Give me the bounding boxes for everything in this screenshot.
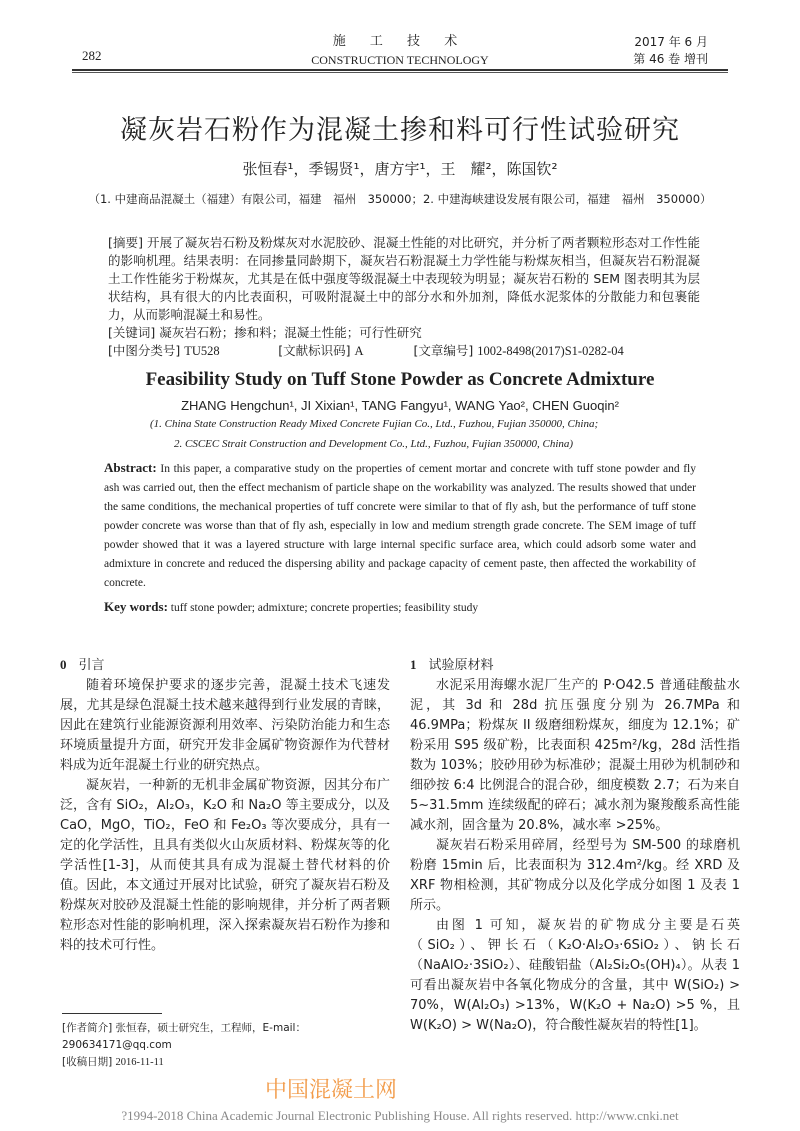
footnote <box>62 1020 392 1071</box>
paragraph: 水泥采用海螺水泥厂生产的 P·O42.5 普通硅酸盐水泥，其 3d 和 28d 抗压强度分别为 26.7MPa 和 46.9MPa；粉煤灰 II 级磨细粉煤灰，细度为 12.1%；矿粉采用 S95 级矿粉，比表面积 425m²/kg，28d 活性指数为 103%；胶砂用砂为标准砂；混凝土用砂为机制砂和细砂按 6:4 比例混合的混合砂，细度模数 2.7；石为来自 5~31.5mm 连续级配的碎石；减水剂为聚羧酸系高性能减水剂，固含量为 20.8%，减水率 >25%。 <box>410 678 740 833</box>
clc-label: [中图分类号] <box>108 343 181 358</box>
english-keywords-label: Key words: <box>104 599 168 614</box>
right-column <box>410 655 740 1036</box>
paragraph: 随着环境保护要求的逐步完善，混凝土技术飞速发展，尤其是绿色混凝土技术越来越得到行业发展的青睐，因此在建筑行业能源资源利用效率、污染防治能力和生态环境质量提升方面，研究开发非金属矿物资源作为代替材料成为近年混凝土行业的研究热点。 <box>60 678 390 773</box>
abstract-text: 开展了凝灰岩石粉及粉煤灰对水泥胶砂、混凝土性能的对比研究，并分析了两者颗粒形态对工作性能的影响机理。结果表明：在同掺量同龄期下，凝灰岩石粉混凝土力学性能与粉煤灰相当，但凝灰岩石粉混凝土工作性能劣于粉煤灰，尤其是在低中强度等级混凝土中表现较为明显；凝灰岩石粉的 SEM 图表明其为层状结构，具有很大的内比表面积，可吸附混凝土中的部分水和外加剂，降低水泥浆体的分散能力和包裹能力，从而影响混凝土和易性。 <box>108 235 700 322</box>
english-authors: ZHANG Hengchun¹, JI Xixian¹, TANG Fangyu¹, WANG Yao², CHEN Guoqin² <box>181 398 619 413</box>
classification-line <box>108 342 700 360</box>
section-number: 0 <box>60 657 67 672</box>
keywords-label: [关键词] <box>108 325 156 340</box>
section-heading <box>410 655 740 676</box>
author-info-label: [作者简介] <box>62 1022 113 1034</box>
affiliation-1: (1. China State Construction Ready Mixed Concrete Fujian Co., Ltd., Fuzhou, Fujian 350000, China; <box>150 418 599 430</box>
section-title: 引言 <box>78 658 105 673</box>
paragraph: 凝灰岩，一种新的无机非金属矿物资源，因其分布广泛，含有 SiO₂，Al₂O₃，K₂O 和 Na₂O 等主要成分，以及 CaO，MgO，TiO₂，FeO 和 Fe₂O₃ 等次要成分，具有一定的化学活性，且具有类似火山灰质材料、粉煤灰等的化学活性[1-3]，从而使其具有成为混凝土替代材料的价值。因此，本文通过开展对比试验，研究了凝灰岩石粉及粉煤灰对胶砂及混凝土性能的影响规律，并分析了两者颗粒形态对性能的影响机理，深入探索凝灰岩石粉作为掺和料的技术可行性。 <box>60 778 390 953</box>
left-column <box>60 655 390 956</box>
article-value: 1002-8498(2017)S1-0282-04 <box>477 344 624 358</box>
received-date: 2016-11-11 <box>115 1057 164 1068</box>
header-rule <box>72 69 728 73</box>
section-number: 1 <box>410 657 417 672</box>
abstract-region <box>0 234 800 618</box>
english-abstract-label: Abstract: <box>104 460 157 475</box>
english-keywords-text: tuff stone powder; admixture; concrete properties; feasibility study <box>170 602 479 614</box>
english-affiliation <box>150 414 750 454</box>
issue-volume: 第 46 卷 增刊 <box>633 52 708 66</box>
affiliation: （1. 中建商品混凝土（福建）有限公司，福建 福州 350000；2. 中建海峡建设发展有限公司，福建 福州 350000） <box>88 192 712 206</box>
authors: 张恒春¹，季锡贤¹，唐方宇¹，王 耀²，陈国钦² <box>242 160 558 178</box>
section-title: 试验原材料 <box>428 658 494 673</box>
abstract-cn <box>108 234 700 360</box>
journal-name-en: CONSTRUCTION TECHNOLOGY <box>311 53 489 67</box>
keywords-text: 凝灰岩石粉；掺和料；混凝土性能；可行性研究 <box>159 325 422 340</box>
english-abstract <box>104 458 696 618</box>
affiliation-2: 2. CSCEC Strait Construction and Development Co., Ltd., Fuzhou, Fujian 350000, China) <box>174 438 574 450</box>
english-title: Feasibility Study on Tuff Stone Powder as Concrete Admixture <box>145 369 655 390</box>
section-heading <box>60 655 390 676</box>
watermark-logo: 中国混凝土网 <box>265 1078 398 1103</box>
paragraph: 凝灰岩石粉采用碎屑，经型号为 SM-500 的球磨机粉磨 15min 后，比表面积为 312.4m²/kg。经 XRD 及 XRF 物相检测，其矿物成分以及化学成分如图 1 及表 1 所示。 <box>410 838 740 913</box>
clc-value: TU528 <box>184 344 220 358</box>
doc-label: [文献标识码] <box>278 343 351 358</box>
copyright-footer: ?1994-2018 China Academic Journal Electronic Publishing House. All rights reserved. http://www.cnki.net <box>121 1108 679 1123</box>
footnote-rule <box>62 1013 162 1014</box>
paragraph: 由图 1 可知，凝灰岩的矿物成分主要是石英（SiO₂）、钾长石（K₂O·Al₂O₃·6SiO₂）、钠长石（NaAlO₂·3SiO₂）、硅酸铝盐（Al₂Si₂O₅(OH)₄）。从表 1 可看出凝灰岩中各氧化物成分的含量，其中 W(SiO₂) > 70%，W(Al₂O₃) >13%，W(K₂O + Na₂O) >5 %，且 W(K₂O) > W(Na₂O)，符合酸性凝灰岩的特性[1]。 <box>410 918 740 1033</box>
abstract-label: [摘要] <box>108 235 143 250</box>
doc-value: A <box>354 344 364 358</box>
page-number: 282 <box>82 48 102 63</box>
english-abstract-text: In this paper, a comparative study on the properties of cement mortar and concrete with tuff stone powder and fly ash was carried out, then the effect mechanism of particle shape on the workability was analyzed. The results showed that under the same conditions, the mechanical properties of tuff concrete were similar to that of fly ash, but the performance of tuff stone powder concrete was worse than that of fly ash, especially in low and medium strength grade concrete. The SEM image of tuff powder showed that it was a layered structure with large internal specific surface area, which could adsorb some water and admixture in concrete and reduced the dispersing ability and package capacity of cement paste, then affected the workability of concrete. <box>104 463 696 589</box>
article-label: [文章编号] <box>413 343 474 358</box>
paper-title: 凝灰岩石粉作为混凝土掺和料可行性试验研究 <box>120 115 680 146</box>
author-info: 张恒春，硕士研究生，工程师，E-mail：290634171@qq.com <box>62 1022 306 1051</box>
issue-date: 2017 年 6 月 <box>634 35 708 49</box>
journal-name-cn: 施 工 技 术 <box>332 34 468 49</box>
issue-info <box>633 34 708 68</box>
received-date-label: [收稿日期] <box>62 1056 113 1068</box>
